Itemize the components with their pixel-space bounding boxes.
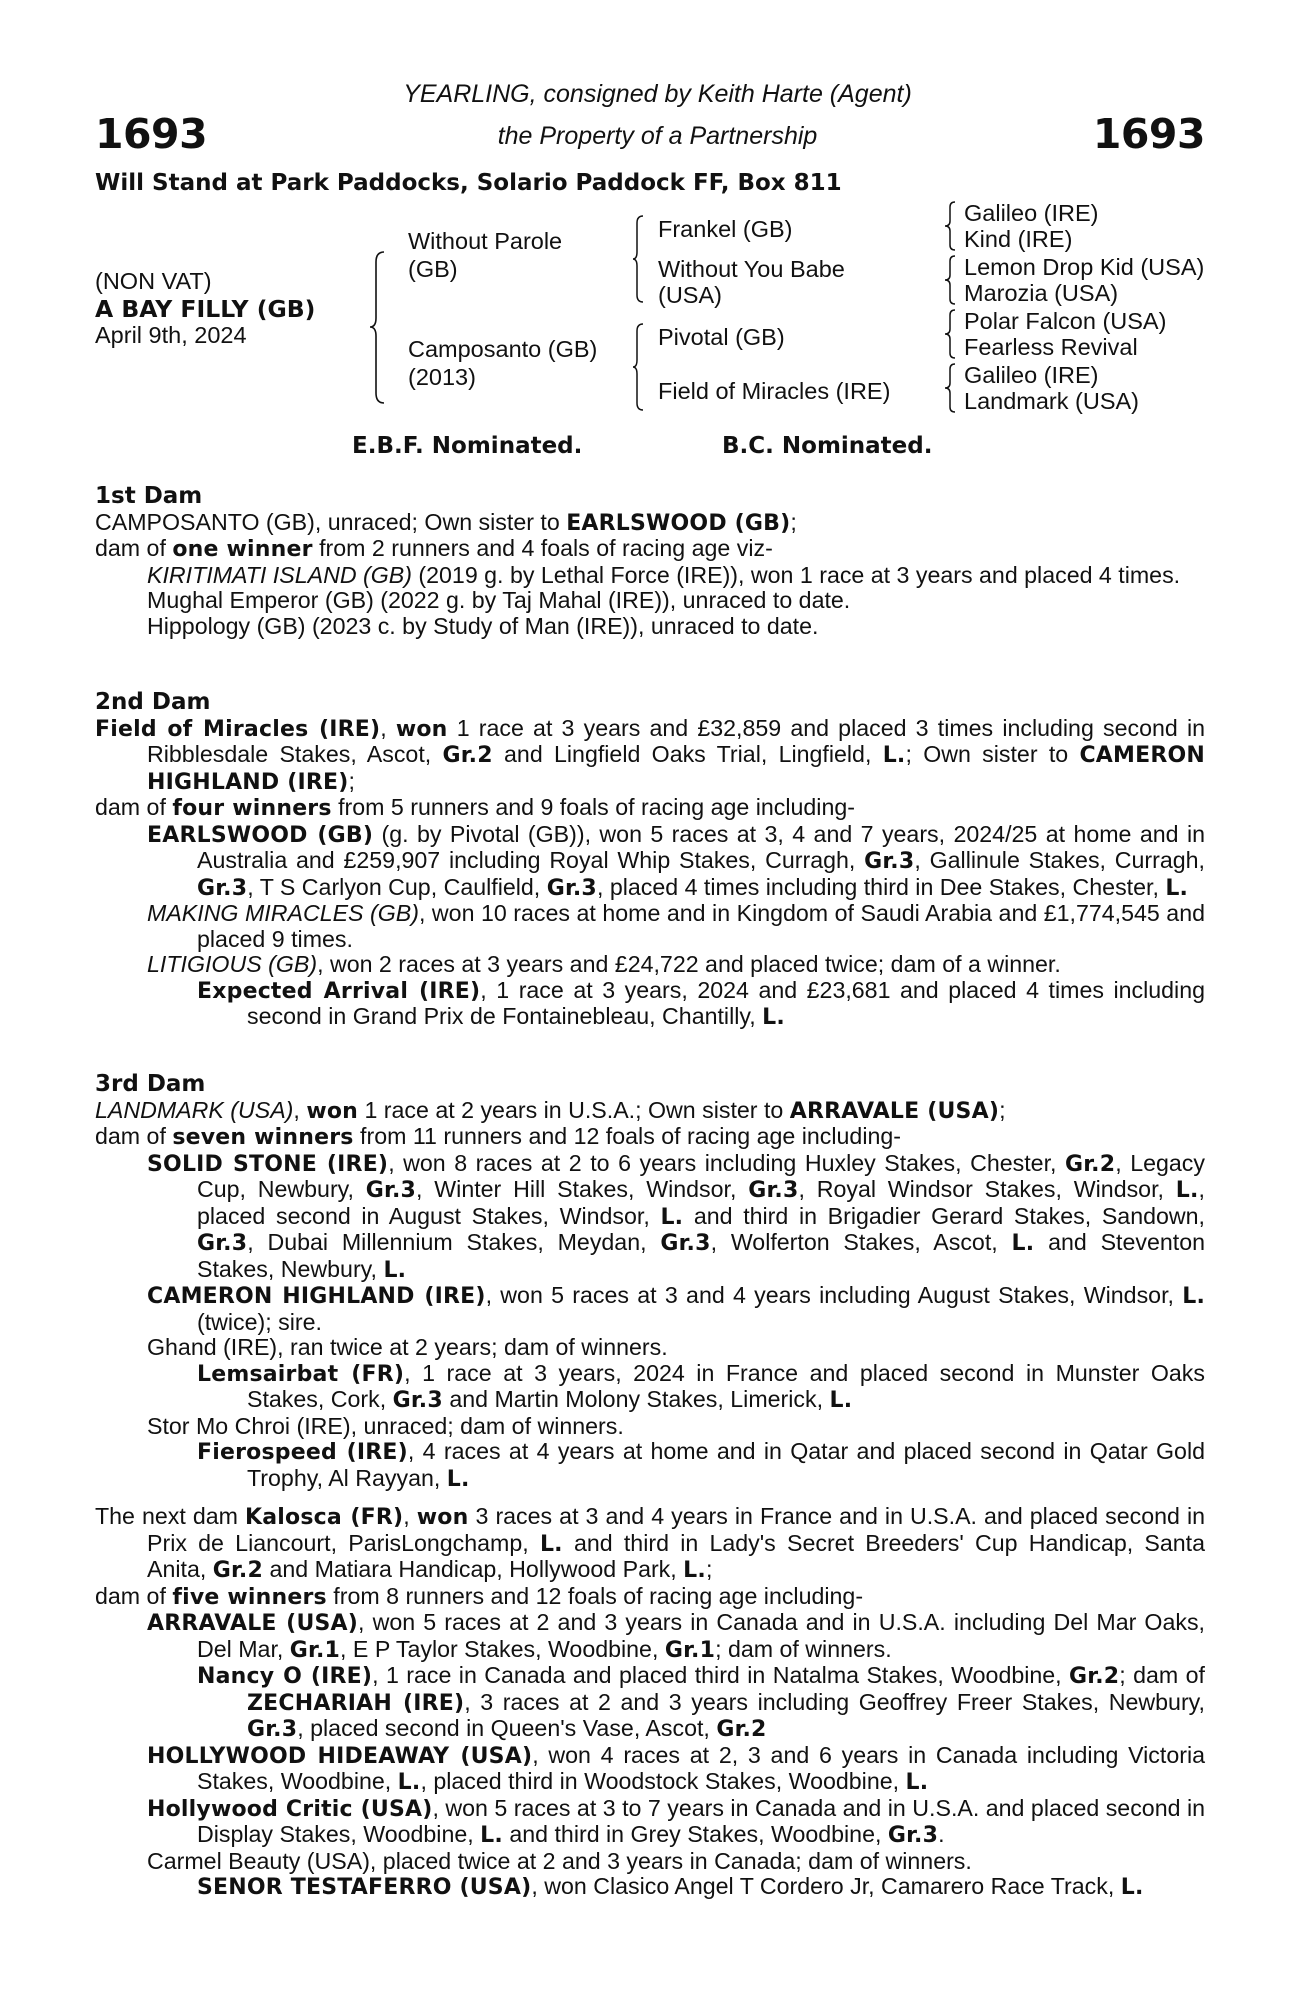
section-heading: 1st Dam: [95, 483, 203, 509]
progeny-item: Ghand (IRE), ran twice at 2 years; dam of winners.: [147, 1334, 668, 1360]
ancestor-2: Kind (IRE): [964, 226, 1073, 252]
pedigree-brace-sire: [632, 214, 646, 304]
ancestor-8: Landmark (USA): [964, 388, 1139, 414]
sire-country: (GB): [408, 256, 458, 282]
horse-name: A BAY FILLY (GB): [95, 295, 316, 323]
section-heading: 3rd Dam: [95, 1071, 206, 1097]
grand-progeny-item: Lemsairbat (FR), 1 race at 3 years, 2024 in France and placed second in Munster Oaks Stakes, Cork, Gr.3 and Martin Molony Stakes, Limerick, L.: [197, 1359, 1205, 1413]
grand-progeny-item: SENOR TESTAFERRO (USA), won Clasico Angel T Cordero Jr, Camarero Race Track, L.: [197, 1873, 1144, 1900]
ancestor-7: Galileo (IRE): [964, 362, 1099, 388]
second-dam-section: [95, 690, 1205, 1031]
progeny-item: ARRAVALE (USA), won 5 races at 2 and 3 years in Canada and in U.S.A. including Del Mar Oaks, Del Mar, Gr.1, E P Taylor Stakes, Woodbine, Gr.1; dam of winners.: [147, 1609, 1205, 1663]
dams-dam: Field of Miracles (IRE): [658, 378, 891, 404]
ancestor-3: Lemon Drop Kid (USA): [964, 254, 1205, 280]
next-dam-section: [95, 1504, 1205, 1901]
produce-summary: dam of five winners from 8 runners and 12 foals of racing age including-: [95, 1582, 864, 1610]
dam-record: CAMPOSANTO (GB), unraced; Own sister to EARLSWOOD (GB);: [95, 508, 797, 536]
pedigree-brace-dam: [632, 322, 646, 412]
sire-name: Without Parole: [408, 228, 563, 254]
grand-progeny-item: Nancy O (IRE), 1 race in Canada and placed third in Natalma Stakes, Woodbine, Gr.2; dam of ZECHARIAH (IRE), 3 races at 2 and 3 years including Geoffrey Freer Stakes, Newbury, Gr.3, placed second in Queen's Vase, Ascot, Gr.2: [197, 1662, 1205, 1742]
progeny-item: SOLID STONE (IRE), won 8 races at 2 to 6 years including Huxley Stakes, Chester, Gr.2, Legacy Cup, Newbury, Gr.3, Winter Hill Stakes, Windsor, Gr.3, Royal Windsor Stakes, Windsor, L., placed second in August Stakes, Windsor, L. and third in Brigadier Gerard Stakes, Sandown, Gr.3, Dubai Millennium Stakes, Meydan, Gr.3, Wolferton Stakes, Ascot, L. and Steventon Stakes, Newbury, L.: [147, 1149, 1205, 1283]
produce-summary: dam of four winners from 5 runners and 9 foals of racing age including-: [95, 794, 855, 821]
property-line: the Property of a Partnership: [497, 122, 818, 150]
ancestor-4: Marozia (USA): [964, 280, 1119, 306]
sires-dam-country: (USA): [658, 282, 722, 308]
first-dam-section: [95, 484, 1205, 639]
sires-dam: Without You Babe: [658, 256, 845, 282]
progeny-item: Mughal Emperor (GB) (2022 g. by Taj Mahal (IRE)), unraced to date.: [147, 587, 851, 613]
dam-year: (2013): [408, 364, 476, 390]
progeny-item: Carmel Beauty (USA), placed twice at 2 and 3 years in Canada; dam of winners.: [147, 1847, 972, 1874]
dam-record: LANDMARK (USA), won 1 race at 2 years in U.S.A.; Own sister to ARRAVALE (USA);: [95, 1096, 1006, 1124]
section-heading: 2nd Dam: [95, 689, 211, 715]
dams-sire: Pivotal (GB): [658, 324, 785, 350]
progeny-item: LITIGIOUS (GB), won 2 races at 3 years and £24,722 and placed twice; dam of a winner.: [147, 951, 1061, 977]
dam-name: Camposanto (GB): [408, 336, 598, 362]
progeny-item: KIRITIMATI ISLAND (GB) (2019 g. by Lethal Force (IRE)), won 1 race at 3 years and placed 4 times.: [147, 561, 1181, 588]
dam-record: The next dam Kalosca (FR), won 3 races at 3 and 4 years in France and in U.S.A. and placed second in Prix de Liancourt, ParisLongchamp, L. and third in Lady's Secret Breeders' Cup Handicap, Santa Anita, Gr.2 and Matiara Handicap, Hollywood Park, L.;: [95, 1503, 1205, 1583]
vat-status: (NON VAT): [95, 268, 212, 294]
sires-sire: Frankel (GB): [658, 216, 793, 242]
ancestor-5: Polar Falcon (USA): [964, 308, 1167, 334]
pedigree-brace-g4: [944, 362, 958, 414]
consignor-line: YEARLING, consigned by Keith Harte (Agent): [403, 80, 912, 108]
progeny-item: Hollywood Critic (USA), won 5 races at 3 to 7 years in Canada and in U.S.A. and placed second in Display Stakes, Woodbine, L. and third in Grey Stakes, Woodbine, Gr.3.: [147, 1794, 1205, 1848]
ancestor-1: Galileo (IRE): [964, 200, 1099, 226]
grand-progeny-item: Fierospeed (IRE), 4 races at 4 years at home and in Qatar and placed second in Qatar Gold Trophy, Al Rayyan, L.: [197, 1438, 1206, 1492]
dam-record: Field of Miracles (IRE), won 1 race at 3 years and £32,859 and placed 3 times including second in Ribblesdale Stakes, Ascot, Gr.2 and Lingfield Oaks Trial, Lingfield, L.; Own sister to CAMERON HIGHLAND (IRE);: [95, 714, 1206, 795]
lot-number-left: 1693: [95, 110, 208, 158]
progeny-item: Hippology (GB) (2023 c. by Study of Man (IRE)), unraced to date.: [147, 612, 819, 639]
pedigree-brace-g2: [944, 254, 958, 306]
pedigree-brace-g3: [944, 308, 958, 360]
progeny-item: MAKING MIRACLES (GB), won 10 races at home and in Kingdom of Saudi Arabia and £1,774,545 and placed 9 times.: [147, 900, 1205, 952]
ancestor-6: Fearless Revival: [964, 334, 1138, 360]
progeny-item: Stor Mo Chroi (IRE), unraced; dam of winners.: [147, 1412, 624, 1439]
third-dam-section: [95, 1072, 1205, 1492]
produce-summary: dam of seven winners from 11 runners and 12 foals of racing age including-: [95, 1123, 901, 1150]
pedigree-brace-main: [368, 250, 388, 405]
progeny-item: HOLLYWOOD HIDEAWAY (USA), won 4 races at 2, 3 and 6 years in Canada including Victoria Stakes, Woodbine, L., placed third in Woodstock Stakes, Woodbine, L.: [147, 1741, 1205, 1795]
bc-nomination: B.C. Nominated.: [722, 433, 933, 459]
stand-location: Will Stand at Park Paddocks, Solario Paddock FF, Box 811: [95, 170, 842, 196]
ebf-nomination: E.B.F. Nominated.: [352, 433, 583, 459]
grand-progeny-item: Expected Arrival (IRE), 1 race at 3 years, 2024 and £23,681 and placed 4 times including second in Grand Prix de Fontainebleau, Chantilly, L.: [197, 976, 1205, 1030]
pedigree-brace-g1: [944, 200, 958, 252]
foaling-date: April 9th, 2024: [95, 322, 247, 348]
produce-summary: dam of one winner from 2 runners and 4 foals of racing age viz-: [95, 535, 773, 562]
progeny-item: CAMERON HIGHLAND (IRE), won 5 races at 3 and 4 years including August Stakes, Windsor, L. (twice); sire.: [147, 1282, 1206, 1335]
progeny-item: EARLSWOOD (GB) (g. by Pivotal (GB)), won 5 races at 3, 4 and 7 years, 2024/25 at home and in Australia and £259,907 including Royal Whip Stakes, Curragh, Gr.3, Gallinule Stakes, Curragh, Gr.3, T S Carlyon Cup, Caulfield, Gr.3, placed 4 times including third in Dee Stakes, Chester, L.: [147, 820, 1205, 901]
lot-number-right: 1693: [1092, 110, 1205, 158]
